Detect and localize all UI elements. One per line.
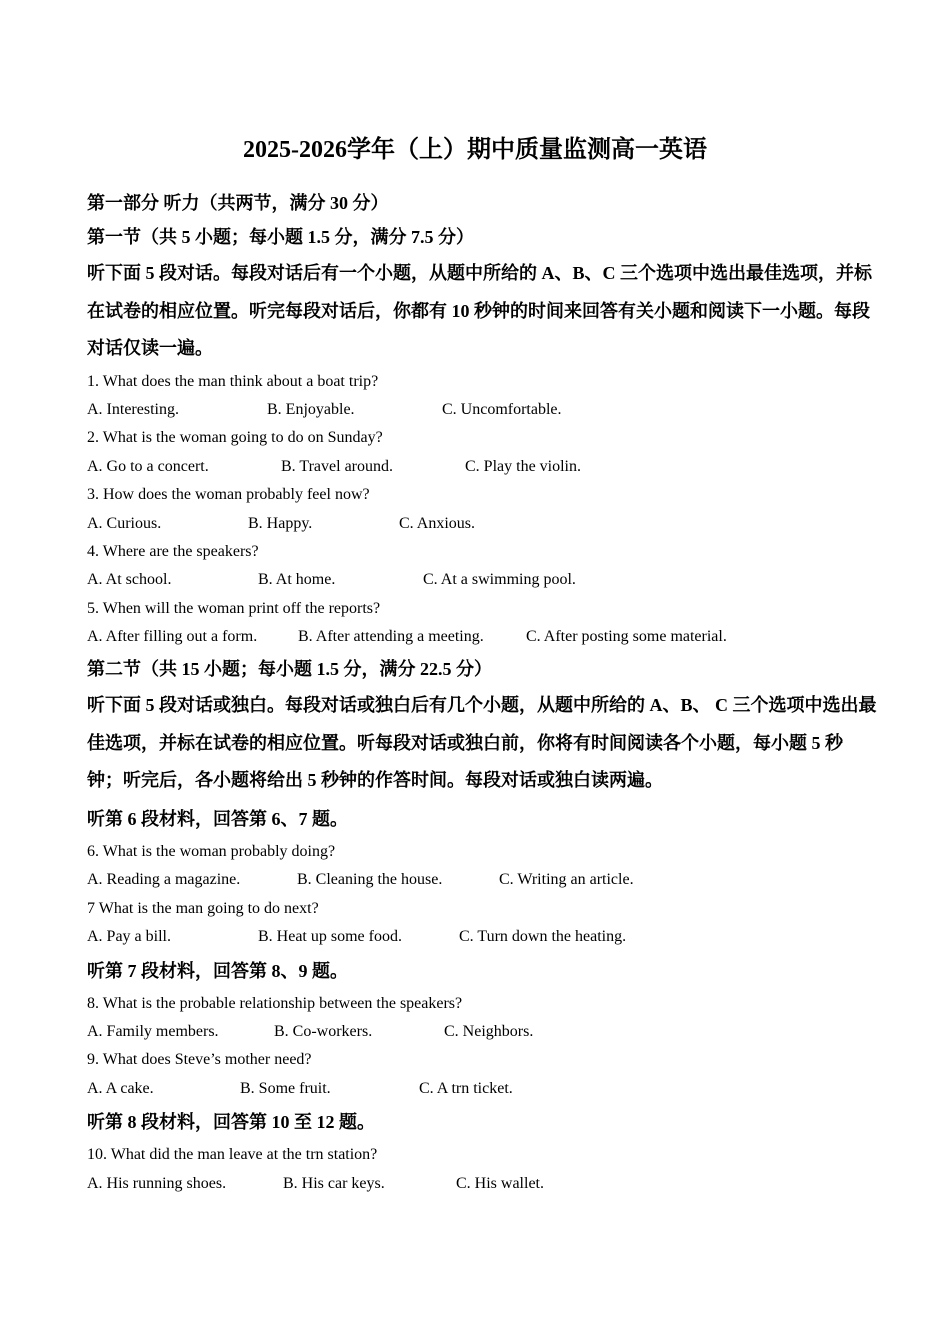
material-label: 听第 8 段材料，回答第 10 至 12 题。 [87, 1112, 375, 1133]
option-a: A. Pay a bill. [87, 928, 171, 946]
option-c: C. At a swimming pool. [423, 571, 576, 589]
option-b: B. Some fruit. [240, 1079, 331, 1097]
option-a: A. His running shoes. [87, 1174, 227, 1192]
option-b: B. Happy. [248, 514, 313, 532]
material-label: 听第 6 段材料，回答第 6、7 题。 [87, 808, 348, 829]
option-c: C. His wallet. [456, 1174, 544, 1192]
option-b: B. Cleaning the house. [297, 871, 443, 889]
option-a: A. After filling out a form. [87, 628, 258, 646]
section-two-heading: 第二节（共 15 小题；每小题 1.5 分，满分 22.5 分） [87, 659, 492, 680]
option-b: B. Heat up some food. [258, 928, 402, 946]
option-b: B. At home. [258, 571, 336, 589]
question-options [87, 1018, 877, 1046]
option-c: C. A trn ticket. [419, 1079, 513, 1097]
material-label: 听第 7 段材料，回答第 8、9 题。 [87, 960, 348, 981]
option-a: A. At school. [87, 571, 172, 589]
question-options [87, 866, 877, 894]
option-c: C. Turn down the heating. [459, 928, 627, 946]
option-a: A. Family members. [87, 1022, 219, 1040]
question-text: 10. What did the man leave at the trn station? [87, 1146, 378, 1164]
question-options [87, 623, 877, 651]
option-c: C. After posting some material. [526, 628, 727, 646]
option-c: C. Writing an article. [499, 871, 634, 889]
exam-content [87, 186, 877, 1198]
option-b: B. Co-workers. [274, 1022, 373, 1040]
option-a: A. Reading a magazine. [87, 871, 241, 889]
question-options [87, 566, 877, 594]
option-b: B. Enjoyable. [267, 400, 355, 418]
section-one-heading: 第一节（共 5 小题；每小题 1.5 分，满分 7.5 分） [87, 227, 474, 247]
question-text: 1. What does the man think about a boat trip? [87, 372, 379, 390]
option-c: C. Neighbors. [444, 1022, 534, 1040]
section-one-instructions: 听下面 5 段对话。每段对话后有一个小题，从题中所给的 A、B、C 三个选项中选出最佳选项，并标在试卷的相应位置。听完每段对话后，你都有 10 秒钟的时间来回答有关小题和阅读下一小题。每段对话仅读一遍。 [87, 263, 872, 358]
question-text: 7 What is the man going to do next? [87, 899, 319, 917]
section-two-instructions: 听下面 5 段对话或独白。每段对话或独白后有几个小题，从题中所给的 A、B、 C 三个选项中选出最佳选项，并标在试卷的相应位置。听每段对话或独白前，你将有时间阅读各个小题，每小题 5 秒钟；听完后，各小题将给出 5 秒钟的作答时间。每段对话或独白读两遍。 [87, 695, 877, 791]
option-b: B. His car keys. [283, 1174, 385, 1192]
question-options [87, 453, 877, 481]
exam-title: 2025-2026学年（上）期中质量监测高一英语 [243, 137, 707, 163]
option-c: C. Play the violin. [465, 457, 581, 475]
question-text: 6. What is the woman probably doing? [87, 842, 336, 860]
question-text: 9. What does Steve’s mother need? [87, 1051, 312, 1069]
question-options [87, 923, 877, 951]
question-text: 5. When will the woman print off the reports? [87, 599, 381, 617]
option-c: C. Anxious. [399, 514, 476, 532]
question-options [87, 1170, 877, 1198]
option-a: A. Curious. [87, 514, 162, 532]
question-text: 8. What is the probable relationship between the speakers? [87, 994, 463, 1012]
question-options [87, 510, 877, 538]
option-a: A. Go to a concert. [87, 457, 209, 475]
option-a: A. A cake. [87, 1079, 154, 1097]
option-b: B. After attending a meeting. [298, 628, 484, 646]
question-text: 2. What is the woman going to do on Sunday? [87, 429, 383, 447]
question-text: 4. Where are the speakers? [87, 542, 259, 560]
option-c: C. Uncomfortable. [442, 400, 562, 418]
question-options [87, 396, 877, 424]
option-a: A. Interesting. [87, 400, 179, 418]
part-one-heading: 第一部分 听力（共两节，满分 30 分） [87, 193, 389, 213]
option-b: B. Travel around. [281, 457, 393, 475]
question-text: 3. How does the woman probably feel now? [87, 486, 370, 504]
question-options [87, 1075, 877, 1103]
